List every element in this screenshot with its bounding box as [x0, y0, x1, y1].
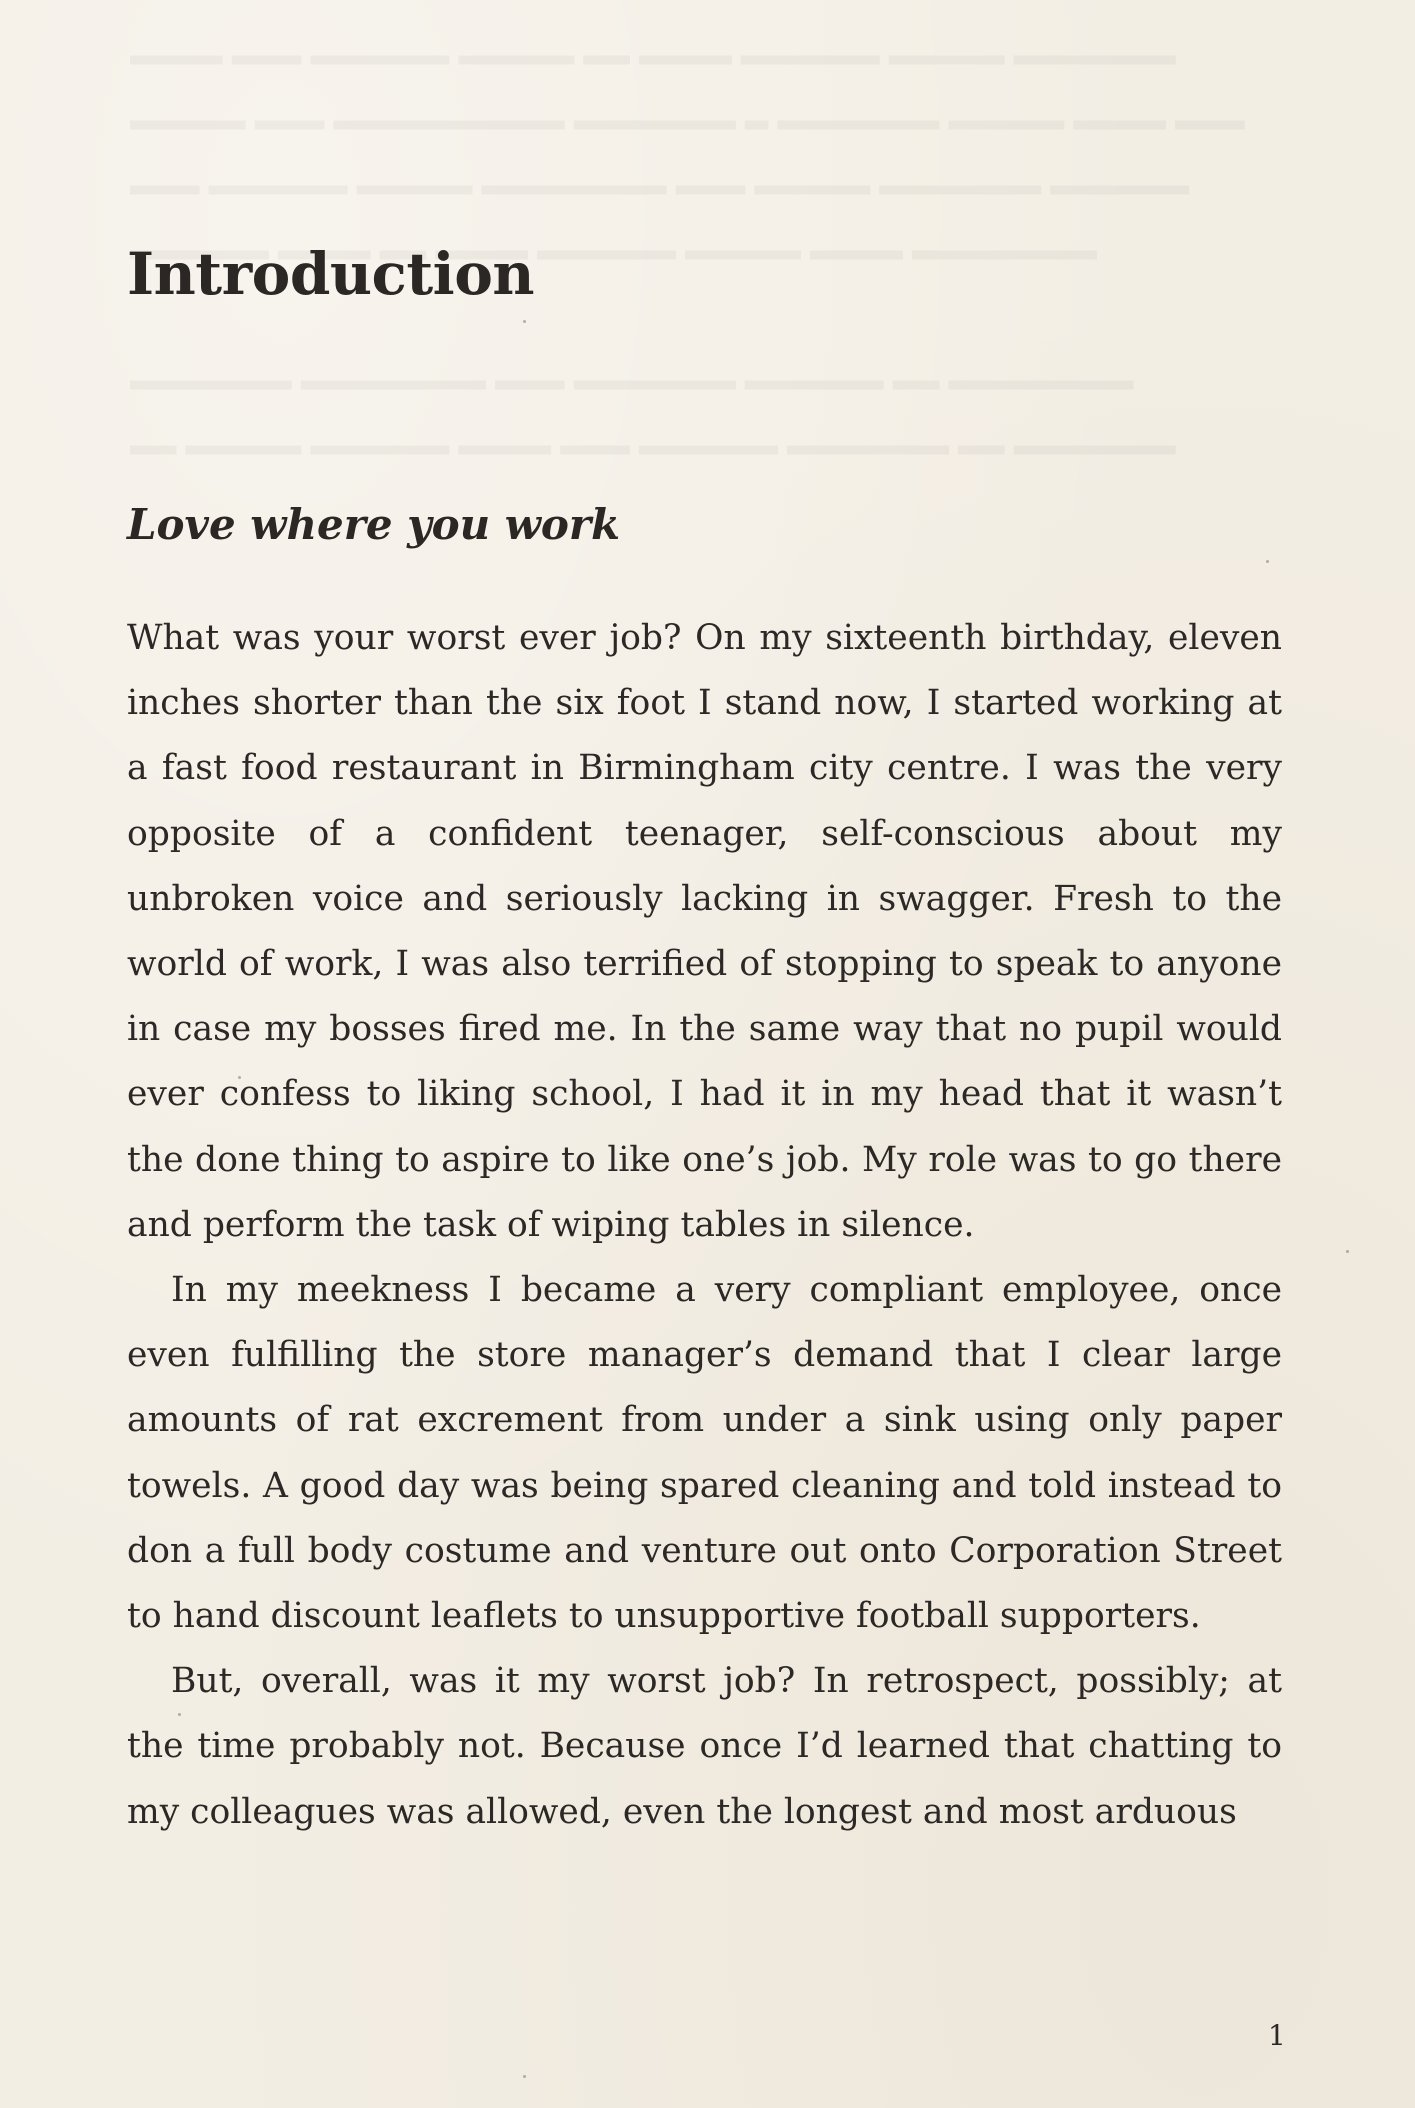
show-through-texture: [130, 30, 1280, 65]
section-title: Love where you work: [127, 500, 621, 549]
paper-speck: [1346, 1250, 1349, 1253]
page-number: 1: [1268, 2019, 1286, 2052]
paper-speck: [238, 1076, 241, 1079]
show-through-texture: [130, 160, 1280, 195]
paragraph: In my meekness I became a very compliant employee, once even fulfilling the store manager’s demand that I clear large amounts of rat excrement from under a sink using only paper towels. A good day was being spared cleaning and told instead to don a full body costume and venture out onto Corporation Street to hand discount leaflets to unsupportive football supporters.: [127, 1270, 1282, 1637]
show-through-texture: [130, 95, 1280, 130]
paper-speck: [523, 2075, 526, 2078]
show-through-texture: [130, 420, 1280, 455]
paper-speck: [1266, 560, 1269, 563]
paragraph: But, overall, was it my worst job? In retrospect, possibly; at the time probably not. Because once I’d learned that chatting to my colleagues was allowed, even the longest and most arduous: [127, 1661, 1282, 1832]
paper-speck: [178, 1713, 181, 1716]
paper-speck: [523, 320, 526, 323]
body-text: [127, 606, 1282, 1845]
show-through-texture: [130, 355, 1280, 390]
chapter-title: Introduction: [127, 240, 535, 308]
paragraph: What was your worst ever job? On my sixteenth birthday, eleven inches shorter than the six foot I stand now, I started working at a fast food restaurant in Birmingham city centre. I was the very opposite of a confident teenager, self-conscious about my unbroken voice and seriously lacking in swagger. Fresh to the world of work, I was also terrified of stopping to speak to anyone in case my bosses fired me. In the same way that no pupil would ever confess to liking school, I had it in my head that it wasn’t the done thing to aspire to like one’s job. My role was to go there and perform the task of wiping tables in silence.: [127, 618, 1282, 1245]
